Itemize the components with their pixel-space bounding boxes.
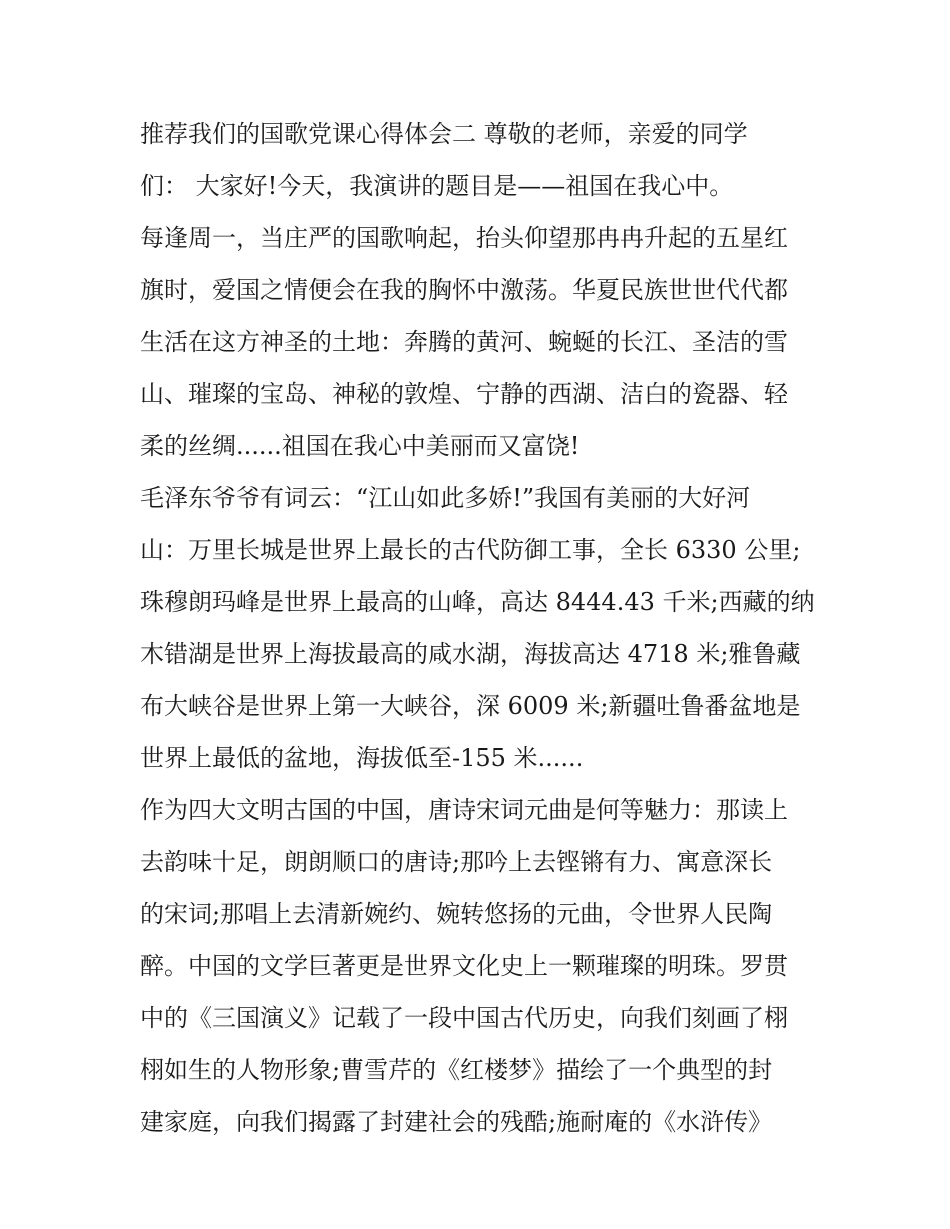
text-line-2: 们： 大家好!今天，我演讲的题目是——祖国在我心中。 (140, 172, 734, 200)
text-line-12: 布大峡谷是世界上第一大峡谷，深 6009 米;新疆吐鲁番盆地是 (140, 692, 801, 720)
text-line-3: 每逢周一，当庄严的国歌响起，抬头仰望那冉冉升起的五星红 (140, 224, 788, 252)
text-line-6: 山、璀璨的宝岛、神秘的敦煌、宁静的西湖、洁白的瓷器、轻 (140, 380, 788, 408)
text-line-9: 山：万里长城是世界上最长的古代防御工事，全长 6330 公里; (140, 536, 801, 564)
text-line-14: 作为四大文明古国的中国，唐诗宋词元曲是何等魅力：那读上 (140, 796, 788, 824)
text-line-1: 推荐我们的国歌党课心得体会二 尊敬的老师，亲爱的同学 (140, 120, 748, 148)
document-body (140, 108, 820, 1148)
text-line-4: 旗时，爱国之情便会在我的胸怀中激荡。华夏民族世世代代都 (140, 276, 788, 304)
text-line-13: 世界上最低的盆地，海拔低至-155 米...... (140, 744, 584, 772)
text-line-20: 建家庭，向我们揭露了封建社会的残酷;施耐庵的《水浒传》 (140, 1108, 773, 1136)
text-line-11: 木错湖是世界上海拔最高的咸水湖，海拔高达 4718 米;雅鲁藏 (140, 640, 801, 668)
text-line-17: 醉。中国的文学巨著更是世界文化史上一颗璀璨的明珠。罗贯 (140, 952, 788, 980)
text-line-15: 去韵味十足，朗朗顺口的唐诗;那吟上去铿锵有力、寓意深长 (140, 848, 773, 876)
text-line-18: 中的《三国演义》记载了一段中国古代历史，向我们刻画了栩 (140, 1004, 788, 1032)
text-line-19: 栩如生的人物形象;曹雪芹的《红楼梦》描绘了一个典型的封 (140, 1056, 773, 1084)
text-line-8: 毛泽东爷爷有词云：“江山如此多娇!”我国有美丽的大好河 (140, 484, 751, 512)
text-line-7: 柔的丝绸......祖国在我心中美丽而又富饶! (140, 432, 580, 460)
text-line-10: 珠穆朗玛峰是世界上最高的山峰，高达 8444.43 千米;西藏的纳 (140, 588, 815, 616)
text-line-16: 的宋词;那唱上去清新婉约、婉转悠扬的元曲，令世界人民陶 (140, 900, 773, 928)
text-line-5: 生活在这方神圣的土地：奔腾的黄河、蜿蜒的长江、圣洁的雪 (140, 328, 788, 356)
